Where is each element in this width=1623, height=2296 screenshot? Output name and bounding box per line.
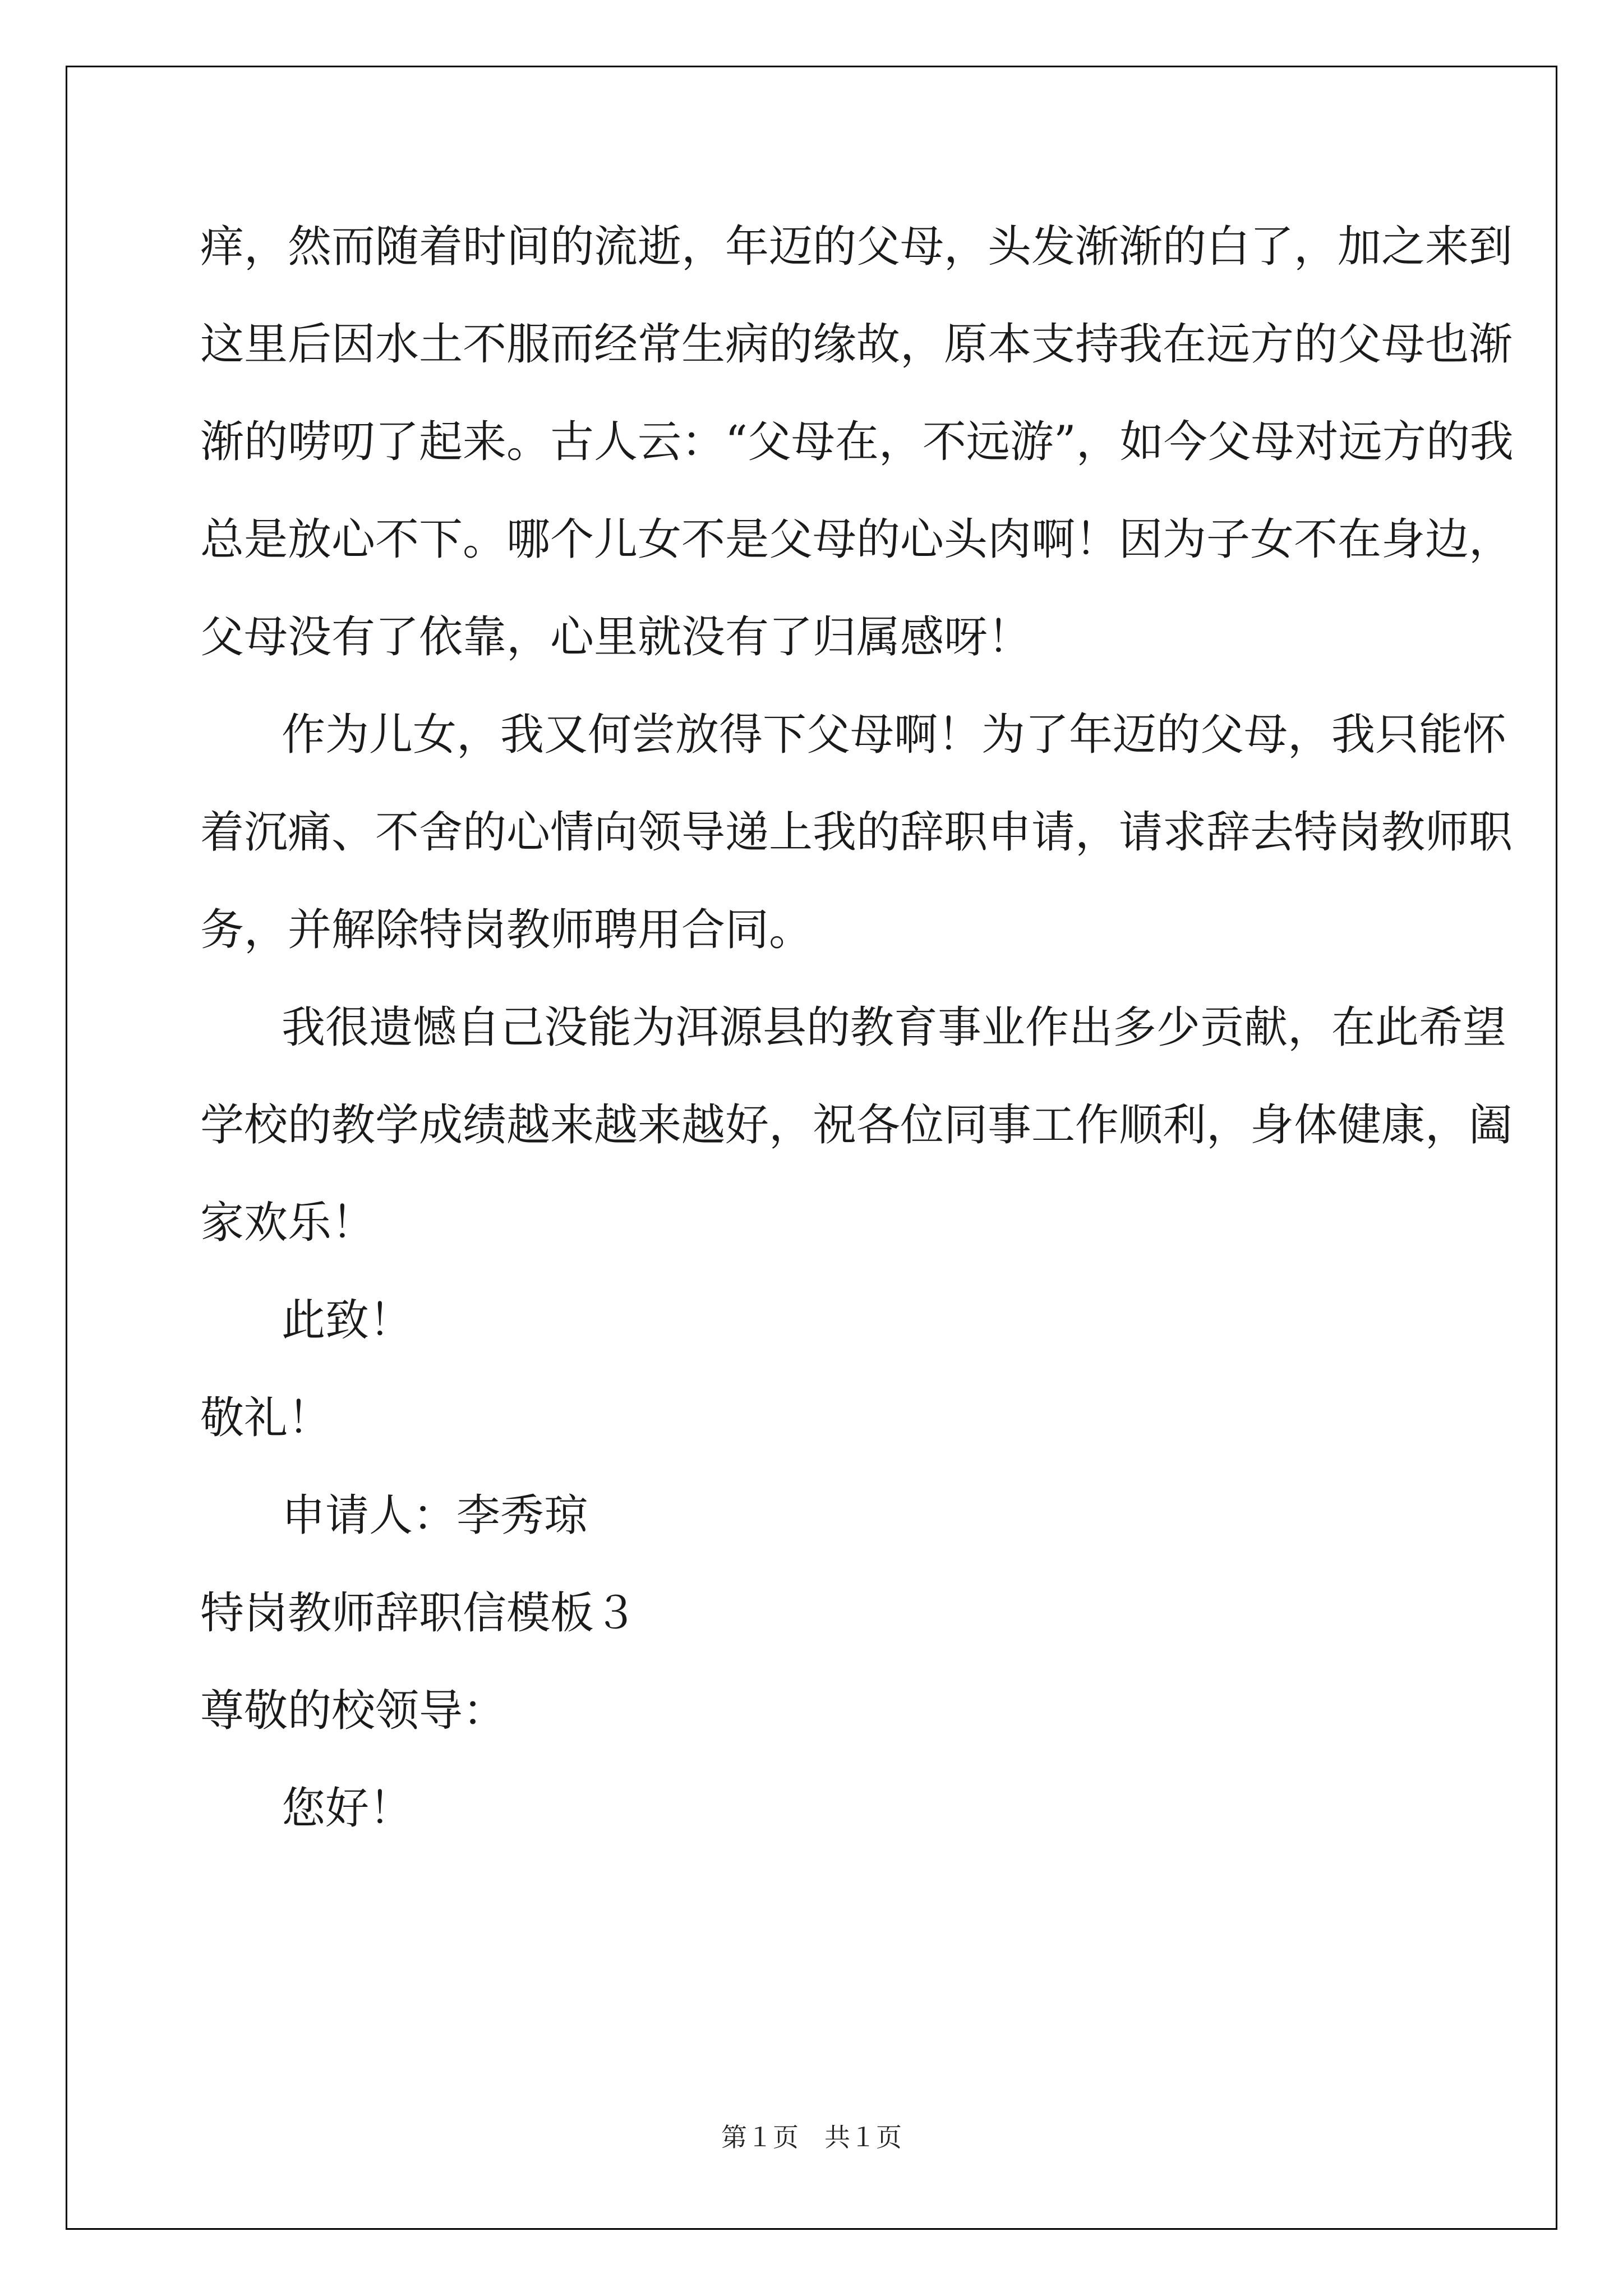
body-line-1: 痒，然而随着时间的流逝，年迈的父母，头发渐渐的白了，加之来到 [200,222,1513,272]
body-line-4: 总是放心不下。哪个儿女不是父母的心头肉啊！因为子女不在身边， [200,514,1513,565]
greeting-addressee: 尊敬的校领导： [200,1686,507,1736]
closing-regards: 敬礼！ [200,1393,332,1443]
body-line-11: 家欢乐！ [200,1198,376,1248]
body-line-6: 作为儿女，我又何尝放得下父母啊！为了年迈的父母，我只能怀 [282,710,1507,760]
page-footer: 第１页 共１页 [721,2122,902,2152]
body-line-3: 渐的唠叨了起来。古人云：“父母在，不远游”，如今父母对远方的我 [200,417,1514,467]
greeting-hello: 您好！ [282,1783,413,1834]
body-line-2: 这里后因水土不服而经常生病的缘故，原本支持我在远方的父母也渐 [200,319,1513,370]
closing-salutation: 此致！ [282,1295,413,1346]
body-line-8: 务，并解除特岗教师聘用合同。 [200,905,813,955]
body-line-7: 着沉痛、不舍的心情向领导递上我的辞职申请，请求辞去特岗教师职 [200,807,1513,858]
applicant-signature: 申请人：李秀琼 [282,1490,588,1541]
body-line-9: 我很遗憾自己没能为洱源县的教育事业作出多少贡献，在此希望 [282,1002,1507,1053]
body-line-10: 学校的教学成绩越来越来越好，祝各位同事工作顺利，身体健康，阖 [200,1100,1513,1151]
body-line-5: 父母没有了依靠，心里就没有了归属感呀！ [200,612,1032,662]
template-heading: 特岗教师辞职信模板３ [200,1588,638,1639]
